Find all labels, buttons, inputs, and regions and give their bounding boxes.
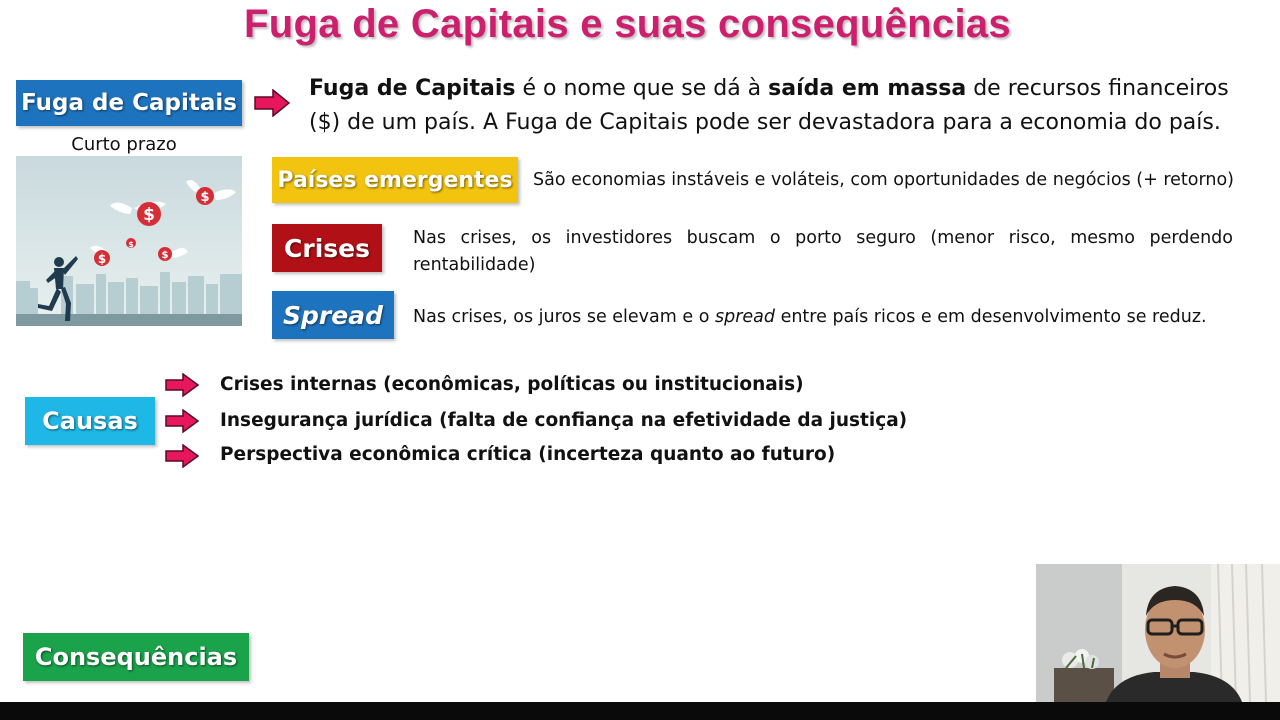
arrow-right-icon (254, 89, 290, 117)
crises-label: Crises (272, 224, 382, 272)
definition-term: Fuga de Capitais (309, 76, 516, 101)
arrow-right-icon (165, 444, 199, 468)
consequencias-label: Consequências (23, 633, 249, 681)
definition-part1: é o nome que se dá à (515, 76, 769, 101)
page-title: Fuga de Capitais e suas consequências (244, 2, 1011, 46)
crises-description: Nas crises, os investidores buscam o porto seguro (menor risco, mesmo perdendo rentabilidade) (413, 228, 1233, 275)
flying-money-illustration (16, 156, 242, 326)
spread-text-after: entre país ricos e em desenvolvimento se reduz. (775, 307, 1207, 327)
svg-text:$: $ (97, 252, 107, 266)
definition-text (309, 72, 1259, 140)
short-term-caption: Curto prazo (71, 134, 177, 155)
causas-label: Causas (25, 397, 155, 445)
arrow-right-icon (165, 409, 199, 433)
spread-label: Spread (272, 291, 394, 339)
svg-text:$: $ (128, 240, 134, 249)
definition-emphasis: saída em massa (768, 76, 967, 101)
arrow-right-icon (165, 373, 199, 397)
cause-item: Insegurança jurídica (falta de confiança na efetividade da justiça) (220, 410, 908, 431)
svg-text:$: $ (161, 250, 169, 261)
svg-text:$: $ (200, 190, 210, 205)
spread-text-italic: spread (714, 307, 776, 327)
cause-item: Crises internas (econômicas, políticas ou institucionais) (220, 374, 804, 395)
fuga-de-capitais-label: Fuga de Capitais (16, 80, 242, 126)
definition-part2: de recursos financeiros ($) de um país. A Fuga de Capitais pode ser devastadora para a economia do país. (309, 76, 1229, 135)
bottom-bar (0, 702, 1280, 720)
paises-emergentes-label: Países emergentes (272, 157, 518, 203)
webcam-presenter (1036, 564, 1280, 702)
svg-text:$: $ (143, 205, 155, 225)
cause-item: Perspectiva econômica crítica (incerteza quanto ao futuro) (220, 444, 836, 465)
spread-text-before: Nas crises, os juros se elevam e o (413, 307, 715, 327)
paises-emergentes-description: São economias instáveis e voláteis, com oportunidades de negócios (+ retorno) (533, 170, 1234, 190)
spread-description (413, 307, 1253, 327)
